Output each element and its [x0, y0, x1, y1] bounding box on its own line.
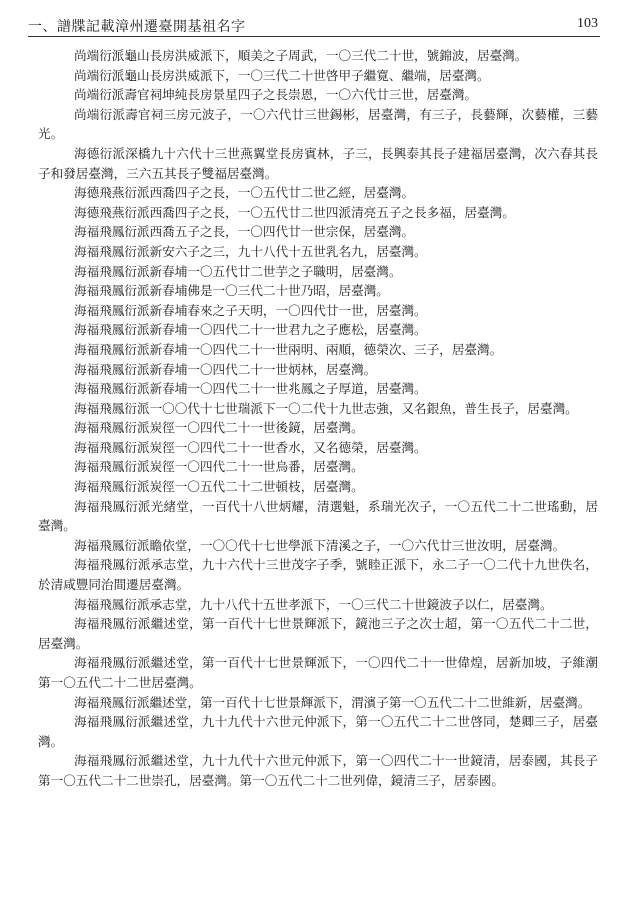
genealogy-entry: 海福飛鳳衍派新春埔佛是一〇三代二十世乃昭，居臺灣。	[74, 283, 389, 299]
genealogy-entry: 海福飛鳳衍派炭徑一〇四代二十一世烏番，居臺灣。	[74, 459, 364, 475]
genealogy-entry: 海福飛鳳衍派新春埔一〇四代二十一世炳林，居臺灣。	[74, 361, 377, 377]
genealogy-entry: 海福飛鳳衍派新春埔一〇四代二十一世兆鳳之子厚道，居臺灣。	[74, 381, 427, 397]
genealogy-entry: 海福飛鳳衍派繼述堂，第一百代十七世景輝派下，一〇四代二十一世偉煌，居新加坡，子維潮第一〇五代二十二世居臺灣。	[38, 655, 598, 690]
genealogy-entry: 海福飛鳳衍派新春埔春來之子天明，一〇四代廿一世，居臺灣。	[74, 302, 427, 318]
chapter-title: 一、譜牒記載漳州遷臺開基祖名字	[28, 19, 246, 35]
genealogy-entry: 海福飛鳳衍派光緒堂，一百代十八世炳耀，清選魁，系瑞光次子，一〇五代二十二世瑤動，居臺灣。	[38, 498, 598, 534]
genealogy-entry: 海福飛鳳衍派新春埔一〇四代二十一世君九之子應松，居臺灣。	[74, 322, 427, 338]
genealogy-entry: 海福飛鳳衍派炭徑一〇五代二十二世頓枝，居臺灣。	[74, 479, 364, 495]
page-number: 103	[577, 16, 598, 31]
genealogy-entry: 海福飛鳳衍派新春埔一〇四代二十一世兩明、兩順，德榮次、三子，居臺灣。	[74, 341, 503, 357]
genealogy-entry: 海福飛鳳衍派西喬五子之長，一〇四代廿一世宗保，居臺灣。	[74, 224, 415, 240]
running-header	[28, 14, 600, 37]
genealogy-entry: 海德飛燕衍派西喬四子之長，一〇五代廿二世乙經，居臺灣。	[74, 185, 415, 201]
genealogy-entry: 海福飛鳳衍派承志堂，九十八代十五世孝派下，一〇三代二十世鏡波子以仁，居臺灣。	[74, 596, 553, 612]
genealogy-entry: 海福飛鳳衍派瞻依堂，一〇〇代十七世學派下清溪之子，一〇六代廿三世汝明，居臺灣。	[74, 537, 566, 553]
genealogy-entry: 海德衍派深橋九十六代十三世燕翼堂長房賓林，子三，長興泰其長子建福居臺灣，次六春其長子和發居臺灣，三六五其長子雙福居臺灣。	[38, 145, 598, 181]
genealogy-entry: 海福飛鳳衍派炭徑一〇四代二十一世後鏡，居臺灣。	[74, 420, 364, 436]
genealogy-entry: 海福飛鳳衍派炭徑一〇四代二十一世香水，又名德榮，居臺灣。	[74, 439, 427, 455]
genealogy-entry: 海德飛燕衍派西喬四子之長，一〇五代廿二世四派清亮五子之長多福，居臺灣。	[74, 204, 515, 220]
genealogy-entry: 尚端衍派龜山長房洪威派下，一〇三代二十世啓甲子繼寛、繼端，居臺灣。	[74, 67, 490, 83]
genealogy-entry: 海福飛鳳衍派繼述堂，九十九代十六世元仲派下，第一〇四代二十一世鏡清，居泰國，其長子第一〇五代二十二世崇孔，居臺灣。第一〇五代二十二世列偉，鏡清三子，居泰國。	[38, 753, 598, 788]
genealogy-entry: 海福飛鳳衍派繼述堂，第一百代十七世景輝派下，渭濱子第一〇五代二十二世維新，居臺灣。	[74, 694, 591, 710]
genealogy-entry: 海福飛鳳衍派新安六子之三，九十八代十五世乳名九，居臺灣。	[74, 243, 427, 259]
genealogy-entry: 尚端衍派壽官祠坤純長房景星四子之長崇恩，一〇六代廿三世，居臺灣。	[74, 87, 477, 103]
genealogy-entry: 海福飛鳳衍派新春埔一〇五代廿二世芋之子職明，居臺灣。	[74, 263, 402, 279]
genealogy-text-body	[38, 46, 598, 791]
genealogy-entry: 海福飛鳳衍派繼述堂，九十九代十六世元仲派下，第一〇五代二十二世啓同，楚卿三子，居臺灣。	[38, 714, 598, 749]
genealogy-entry: 海福飛鳳衍派一〇〇代十七世瑞派下一〇二代十九世志強，又名銀魚，普生長子，居臺灣。	[74, 400, 578, 416]
genealogy-entry: 尚端衍派壽官祠三房元波子，一〇六代廿三世錫彬，居臺灣，有三子，長藝輝，次藝權，三藝光。	[38, 106, 598, 142]
genealogy-entry: 海福飛鳳衍派繼述堂，第一百代十七世景輝派下，鏡池三子之次士超，第一〇五代二十二世，居臺灣。	[38, 616, 598, 651]
genealogy-entry: 海福飛鳳衍派承志堂，九十六代十三世茂字子季，號睦正派下，永二子一〇二代十九世佚名，於清咸豐同治間遷居臺灣。	[38, 557, 598, 593]
genealogy-entry: 尚端衍派龜山長房洪威派下，順美之子周武，一〇三代二十世，號錦波，居臺灣。	[74, 48, 528, 63]
